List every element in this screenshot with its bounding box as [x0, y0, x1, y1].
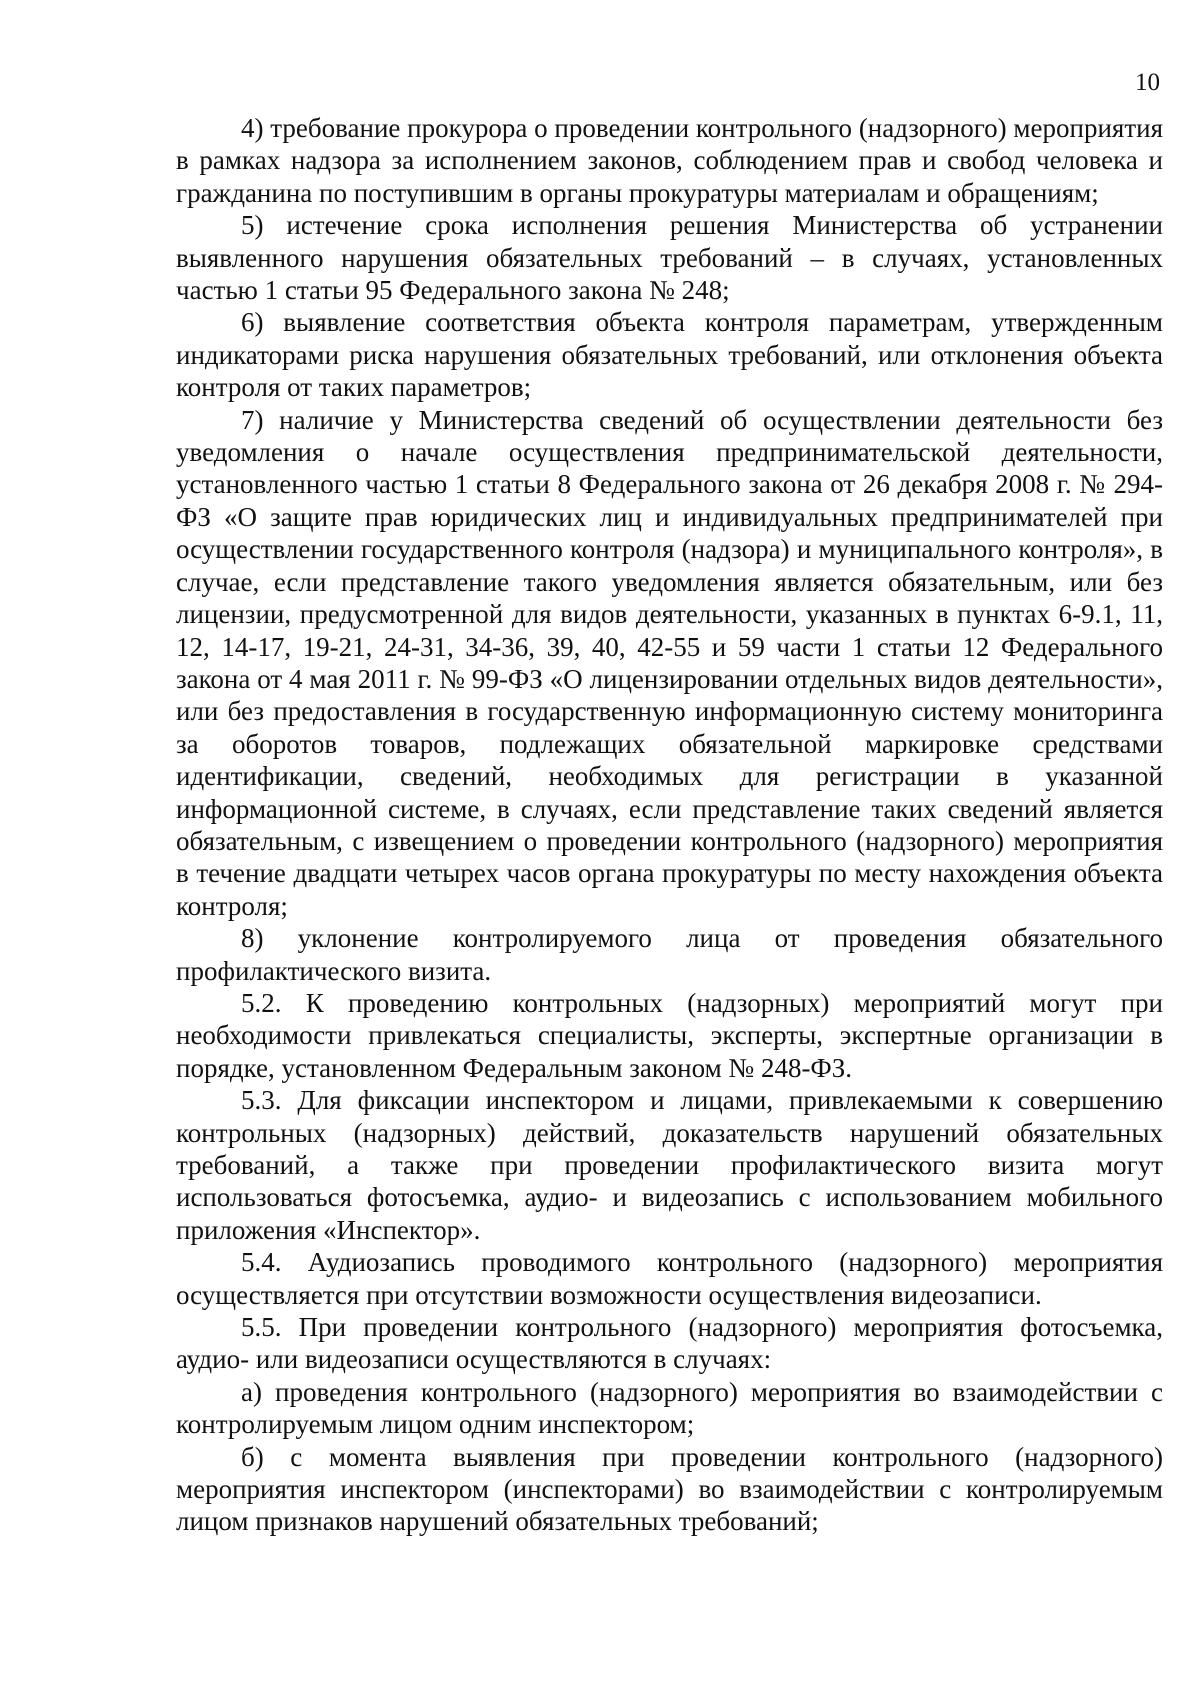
paragraph-5-2: 5.2. К проведению контрольных (надзорных) мероприятий могут при необходимости привлекаться специалисты, эксперты, экспертные организации в порядке, установленном Федеральным законом № 248-ФЗ. — [176, 987, 1163, 1083]
paragraph-item-5: 5) истечение срока исполнения решения Министерства об устранении выявленного нарушения обязательных требований – в случаях, установленных частью 1 статьи 95 Федерального закона № 248; — [176, 210, 1163, 306]
paragraph-5-4: 5.4. Аудиозапись проводимого контрольного (надзорного) мероприятия осуществляется при отсутствии возможности осуществления видеозаписи. — [176, 1247, 1163, 1310]
paragraph-item-7: 7) наличие у Министерства сведений об осуществлении деятельности без уведомления о начале осуществления предпринимательской деятельности, установленного частью 1 статьи 8 Федерального закона от 26 декабря 2008 г. № 294-ФЗ «О защите прав юридических лиц и индивидуальных предпринимателей при осуществлении государственного контроля (надзора) и муниципального контроля», в случае, если представление такого уведомления является обязательным, или без лицензии, предусмотренной для видов деятельности, указанных в пунктах 6-9.1, 11, 12, 14-17, 19-21, 24-31, 34-36, 39, 40, 42-55 и 59 части 1 статьи 12 Федерального закона от 4 мая 2011 г. № 99-ФЗ «О лицензировании отдельных видов деятельности», или без предоставления в государственную информационную систему мониторинга за оборотов товаров, подлежащих обязательной маркировке средствами идентификации, сведений, необходимых для регистрации в указанной информационной системе, в случаях, если представление таких сведений является обязательным, с извещением о проведении контрольного (надзорного) мероприятия в течение двадцати четырех часов органа прокуратуры по месту нахождения объекта контроля; — [176, 404, 1163, 921]
paragraph-sub-b: б) с момента выявления при проведении контрольного (надзорного) мероприятия инспектором (инспекторами) во взаимодействии с контролируемым лицом признаков нарушений обязательных требований; — [176, 1441, 1163, 1537]
paragraph-item-4: 4) требование прокурора о проведении контрольного (надзорного) мероприятия в рамках надзора за исполнением законов, соблюдением прав и свобод человека и гражданина по поступившим в органы прокуратуры материалам и обращениям; — [176, 113, 1163, 208]
paragraph-5-5: 5.5. При проведении контрольного (надзорного) мероприятия фотосъемка, аудио- или видеозаписи осуществляются в случаях: — [176, 1312, 1163, 1375]
document-body — [176, 112, 1163, 1538]
paragraph-item-6: 6) выявление соответствия объекта контроля параметрам, утвержденным индикаторами риска нарушения обязательных требований, или отклонения объекта контроля от таких параметров; — [176, 307, 1163, 403]
paragraph-item-8: 8) уклонение контролируемого лица от проведения обязательного профилактического визита. — [176, 923, 1163, 986]
page-number: 10 — [1135, 69, 1160, 96]
paragraph-5-3: 5.3. Для фиксации инспектором и лицами, привлекаемыми к совершению контрольных (надзорных) действий, доказательств нарушений обязательных требований, а также при проведении профилактического визита могут использоваться фотосъемка, аудио- и видеозапись с использованием мобильного приложения «Инспектор». — [176, 1085, 1163, 1245]
paragraph-sub-a: а) проведения контрольного (надзорного) мероприятия во взаимодействии с контролируемым лицом одним инспектором; — [176, 1376, 1163, 1440]
